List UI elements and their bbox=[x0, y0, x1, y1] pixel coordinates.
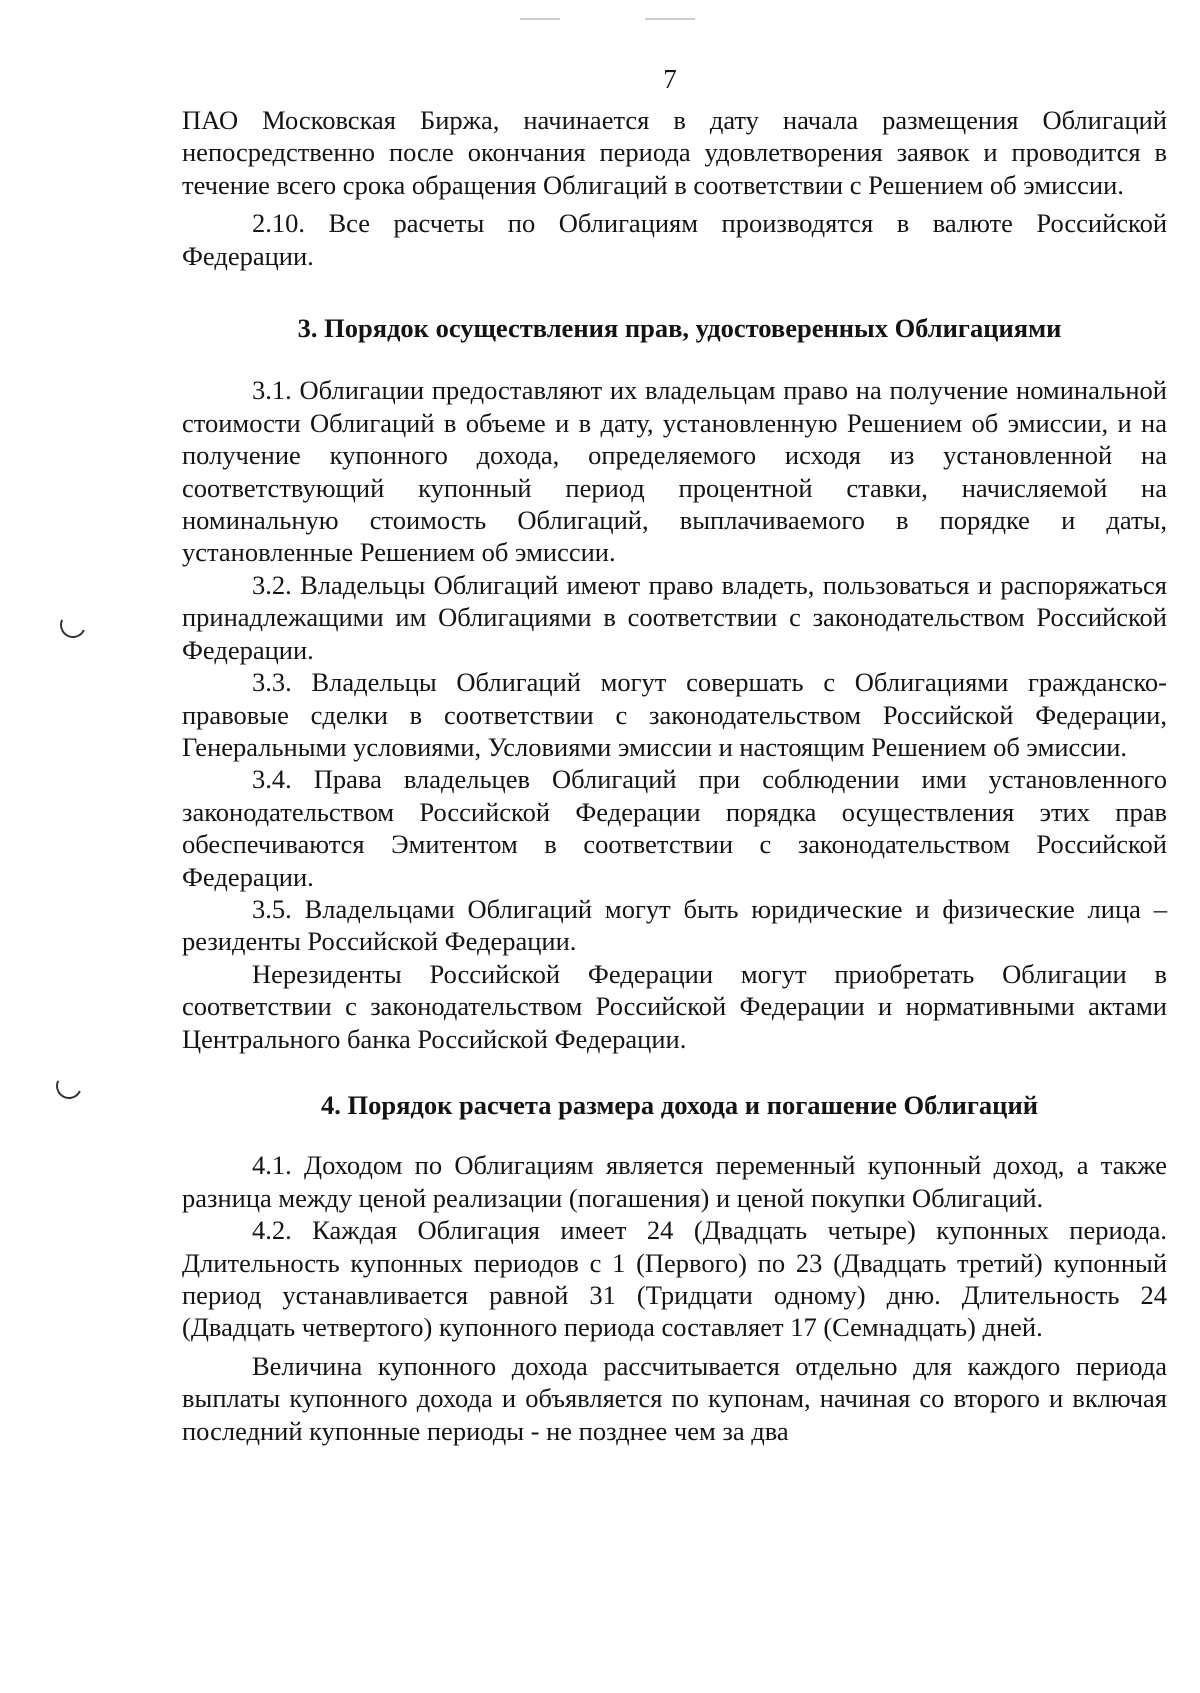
document-body bbox=[182, 104, 1167, 1447]
paragraph-3-2: 3.2. Владельцы Облигаций имеют право владеть, пользоваться и распоряжаться принадлежащими им Облигациями в соответствии с законодательством Российской Федерации. bbox=[182, 569, 1167, 665]
scan-artifact bbox=[520, 18, 560, 20]
paragraph-3-5-nonresidents: Нерезиденты Российской Федерации могут приобретать Облигации в соответствии с законодательством Российской Федерации и нормативными актами Центрального банка Российской Федерации. bbox=[182, 958, 1167, 1054]
paragraph-continuation: ПАО Московская Биржа, начинается в дату начала размещения Облигаций непосредственно после окончания периода удовлетворения заявок и проводится в течение всего срока обращения Облигаций в соответствии с Решением об эмиссии. bbox=[182, 105, 1167, 200]
paragraph-3-1: 3.1. Облигации предоставляют их владельцам право на получение номинальной стоимости Облигаций в объеме и в дату, установленную Решением об эмиссии, и на получение купонного дохода, определяемого исходя из установленной на соответствующий купонный период процентной ставки, начисляемой на номинальную стоимость Облигаций, выплачиваемого в порядке и даты, установленные Решением об эмиссии. bbox=[182, 375, 1167, 568]
page-number: 7 bbox=[663, 64, 677, 94]
paragraph-4-2-coupon-value: Величина купонного дохода рассчитывается отдельно для каждого периода выплаты купонного дохода и объявляется по купонам, начиная со второго и включая последний купонные периоды - не позднее чем за два bbox=[182, 1350, 1167, 1446]
section-heading-4: 4. Порядок расчета размера дохода и погашение Облигаций bbox=[320, 1089, 1038, 1120]
punch-hole-mark bbox=[52, 1069, 85, 1102]
section-heading-3: 3. Порядок осуществления прав, удостоверенных Облигациями bbox=[297, 313, 1062, 344]
paragraph-2-10: 2.10. Все расчеты по Облигациям производятся в валюте Российской Федерации. bbox=[182, 208, 1167, 271]
paragraph-3-4: 3.4. Права владельцев Облигаций при соблюдении ими установленного законодательством Российской Федерации порядка осуществления этих прав обеспечиваются Эмитентом в соответствии с законодательством Российской Федерации. bbox=[182, 764, 1167, 892]
paragraph-3-5: 3.5. Владельцами Облигаций могут быть юридические и физические лица – резиденты Российской Федерации. bbox=[182, 893, 1167, 957]
paragraph-4-1: 4.1. Доходом по Облигациям является переменный купонный доход, а также разница между ценой реализации (погашения) и ценой покупки Облигаций. bbox=[182, 1150, 1167, 1213]
paragraph-3-3: 3.3. Владельцы Облигаций могут совершать с Облигациями гражданско-правовые сделки в соответствии с законодательством Российской Федерации, Генеральными условиями, Условиями эмиссии и настоящим Решением об эмиссии. bbox=[182, 667, 1167, 762]
scan-artifact bbox=[645, 18, 695, 20]
paragraph-4-2: 4.2. Каждая Облигация имеет 24 (Двадцать четыре) купонных периода. Длительность купонных периодов с 1 (Первого) по 23 (Двадцать третий) купонный период устанавливается равной 31 (Тридцати одному) дню. Длительность 24 (Двадцать четвертого) купонного периода составляет 17 (Семнадцать) дней. bbox=[182, 1215, 1167, 1343]
punch-hole-mark bbox=[56, 608, 89, 641]
